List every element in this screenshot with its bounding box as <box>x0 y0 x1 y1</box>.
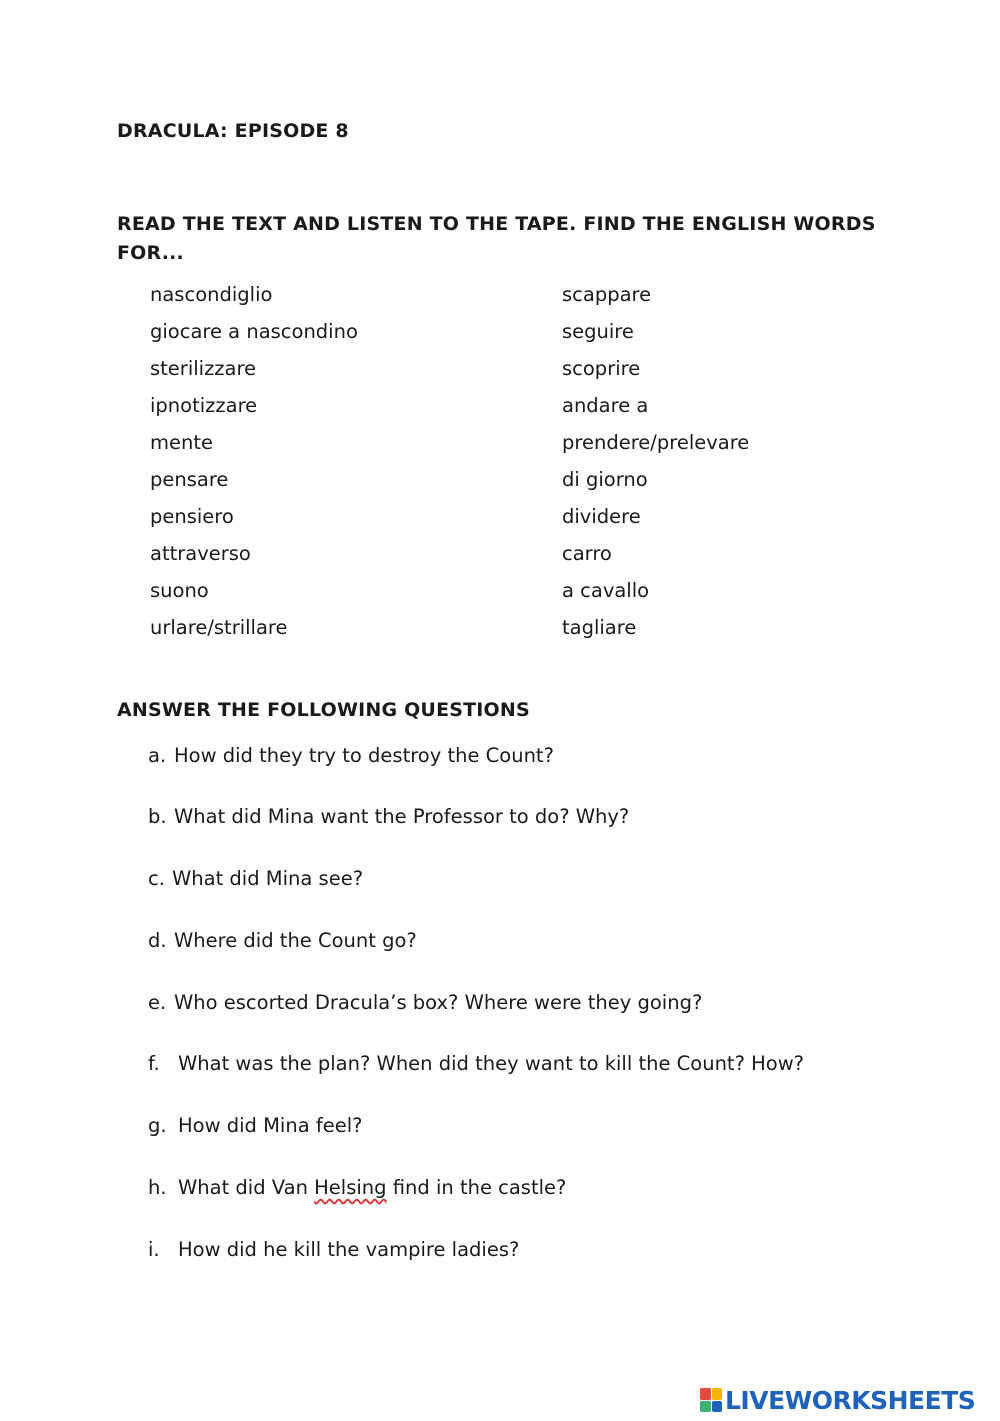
question-text: Who escorted Dracula’s box? Where were they going? <box>174 991 703 1014</box>
liveworksheets-logo <box>700 1386 975 1414</box>
vocabulary-instruction: READ THE TEXT AND LISTEN TO THE TAPE. FIND THE ENGLISH WORDS FOR... <box>117 213 876 264</box>
vocab-item: tagliare <box>562 616 637 639</box>
question-text: How did they try to destroy the Count? <box>174 744 554 767</box>
question-text: What was the plan? When did they want to kill the Count? How? <box>178 1052 805 1075</box>
vocab-item: a cavallo <box>562 579 650 602</box>
vocab-item: suono <box>150 579 209 602</box>
question-e <box>148 991 702 1014</box>
question-text: What did Mina see? <box>172 867 364 890</box>
vocab-item: mente <box>150 431 213 454</box>
question-marker: d. <box>148 929 167 952</box>
question-f <box>148 1052 804 1075</box>
question-text: How did Mina feel? <box>178 1114 363 1137</box>
question-a <box>148 744 554 767</box>
question-marker: h. <box>148 1176 167 1199</box>
question-marker: f. <box>148 1052 160 1075</box>
spellcheck-flagged-word: Helsing <box>314 1176 387 1199</box>
vocab-item: seguire <box>562 320 634 343</box>
question-marker: i. <box>148 1238 160 1261</box>
vocab-item: scappare <box>562 283 652 306</box>
question-i <box>148 1238 519 1261</box>
brand-name: LIVEWORKSHEETS <box>725 1385 976 1415</box>
vocab-item: prendere/prelevare <box>562 431 750 454</box>
question-marker: b. <box>148 805 167 828</box>
vocab-item: scoprire <box>562 357 641 380</box>
vocab-item: urlare/strillare <box>150 616 288 639</box>
question-b <box>148 805 629 828</box>
vocab-item: ipnotizzare <box>150 394 258 417</box>
question-text-end: find in the castle? <box>386 1176 567 1199</box>
vocabulary-list-right <box>562 281 749 651</box>
question-marker: a. <box>148 744 167 767</box>
vocab-item: sterilizzare <box>150 357 257 380</box>
vocab-item: attraverso <box>150 542 251 565</box>
question-c <box>148 867 363 890</box>
question-marker: c. <box>148 867 165 890</box>
question-text: Where did the Count go? <box>174 929 417 952</box>
question-text: What did Mina want the Professor to do? Why? <box>174 805 630 828</box>
vocab-item: di giorno <box>562 468 648 491</box>
questions-heading: ANSWER THE FOLLOWING QUESTIONS <box>117 699 530 721</box>
vocabulary-list-left <box>150 281 358 651</box>
vocab-item: pensare <box>150 468 229 491</box>
liveworksheets-mark-icon <box>700 1388 722 1412</box>
question-g <box>148 1114 363 1137</box>
vocab-item: giocare a nascondino <box>150 320 358 343</box>
vocab-item: nascondiglio <box>150 283 273 306</box>
question-h <box>148 1176 566 1199</box>
question-marker: g. <box>148 1114 167 1137</box>
vocab-item: dividere <box>562 505 641 528</box>
vocab-item: andare a <box>562 394 649 417</box>
question-d <box>148 929 417 952</box>
question-text: How did he kill the vampire ladies? <box>178 1238 520 1261</box>
vocab-item: pensiero <box>150 505 234 528</box>
question-text-start: What did Van <box>178 1176 315 1199</box>
vocab-item: carro <box>562 542 612 565</box>
page-title: DRACULA: EPISODE 8 <box>117 120 349 142</box>
question-marker: e. <box>148 991 167 1014</box>
